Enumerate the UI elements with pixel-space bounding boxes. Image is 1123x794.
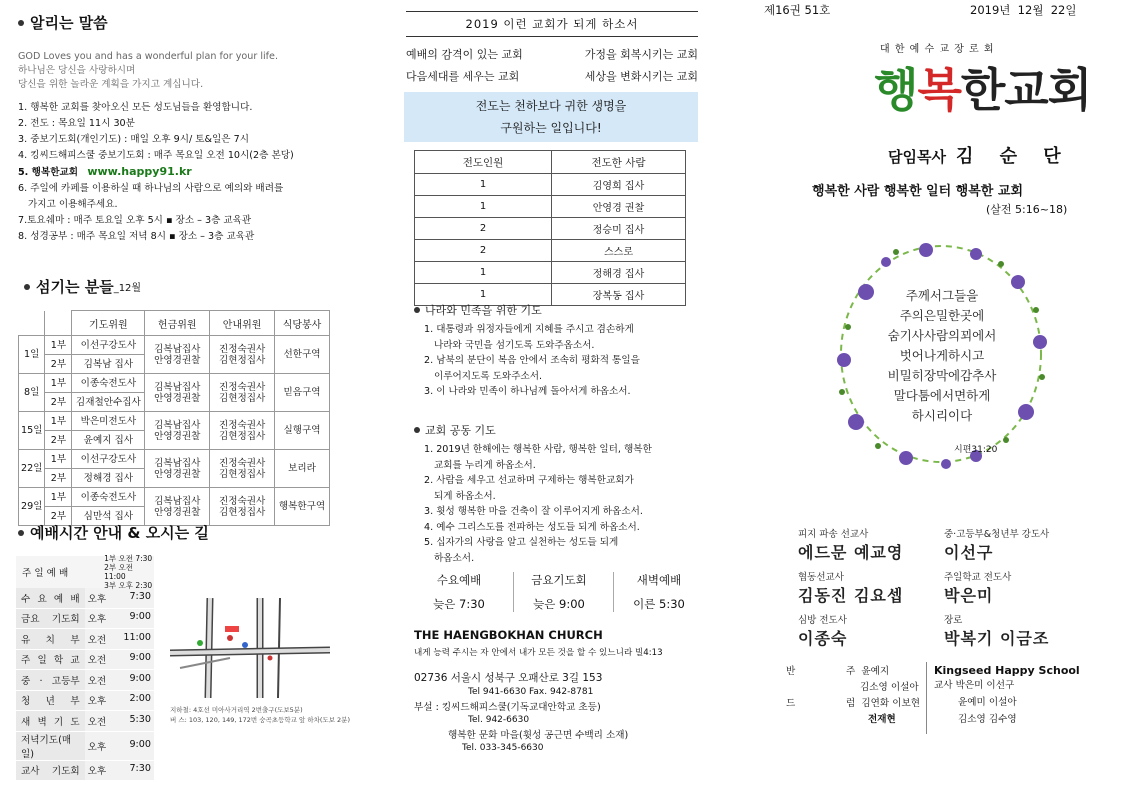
divider	[926, 662, 927, 734]
list-item: 나라와 국민을 섬기도록 도와주옵소서.	[434, 339, 595, 351]
bullet-icon	[414, 307, 420, 313]
announcements-heading: 알리는 말씀	[18, 12, 108, 33]
vision-list: 예배의 감격이 있는 교회 가정을 회복시키는 교회 다음세대를 세우는 교회 세상을 변화시키는 교회	[406, 48, 698, 83]
table-row: 유 치 부 오전 11:00	[16, 629, 154, 650]
list-item: 3. 이 나라와 민족이 하나님께 돌아서게 하옵소서.	[424, 386, 631, 397]
intro-text: GOD Loves you and has a wonderful plan for your life. 하나님은 당신을 사랑하시며 당신을 위한 놀라운 계획을 가지고 계십니다.	[18, 51, 279, 90]
church-logo: 행복한교회	[874, 63, 1092, 117]
table-row: 1일 1부 이선구강도사 김복남집사 안영경권찰 진정숙권사 김현정집사 선한구역	[19, 336, 330, 355]
staff-member: 장로 박복기 이금조	[944, 615, 1050, 648]
weekly-service: 수요예배 늦은 7:30	[433, 573, 485, 611]
table-row: 주 일 학 교 오전 9:00	[16, 649, 154, 670]
table-row: 1 김영희 집사	[415, 174, 686, 196]
table-row: 2 스스로	[415, 240, 686, 262]
denomination: 대 한 예 수 교 장 로 회	[880, 44, 995, 55]
list-item: 5. 십자가의 사랑을 알고 실천하는 성도들 되게	[424, 537, 619, 548]
band-members: 반 드 주 윤예지 김소영 이설아 럼 김연화 이보현 전재현	[786, 666, 921, 725]
notice-list: 1. 행복한 교회를 찾아오신 모든 성도님들을 환영합니다. 2. 전도 : 목요일 11시 30분 3. 중보기도회(개인기도) : 매일 오후 9시/ 토&일은 7시 4. 킹씨드해피스쿨 중보기도회 : 매주 목요일 오전 10시(2층 본당) 5. 행복한교회 www.happy91.kr 6. 주일에 카페를 이용하실 때 하나님의 사람으로 예의와 배려를 가지고 이용해주세요. 7.토요쉐마 : 매주 토요일 오후 5시 ▪ 장소 – 3층 교육관 8. 성경공부 : 매주 목요일 저녁 8시 ▪ 장소 – 3층 교육관	[18, 102, 294, 242]
volume-number: 제16권 51호	[764, 3, 831, 17]
left-column	[0, 0, 370, 794]
list-item: 하옵소서.	[434, 552, 475, 564]
sunday-service: 주 일 예 배 1부 오전 7:30 2부 오전 11:00 3부 오후 2:30	[16, 556, 154, 588]
servants-heading: 섬기는 분들 _12월	[24, 276, 141, 297]
table-row: 청 년 부 오후 2:00	[16, 690, 154, 711]
list-item: 2. 사람을 세우고 선교하며 구제하는 행복한교회가	[424, 475, 634, 486]
kingseed-school: Kingseed Happy School 교사 박은미 이선구 윤예미 이설아 김소영 김수영	[934, 664, 1080, 725]
table-row: 1 장복동 집사	[415, 284, 686, 306]
table-row: 저녁기도(매일) 오후 9:00	[16, 731, 154, 760]
right-column	[750, 0, 1123, 794]
list-item: 3. 휫성 행복한 마을 건축이 잘 이루어지게 하옵소서.	[424, 506, 643, 517]
staff-member: 주일학교 전도사 박은미	[944, 572, 1012, 605]
staff-member: 협동선교사 김동진 김요셉	[798, 572, 904, 605]
calligraphy-wreath: 주께서그들을 주의은밀한곳에 숨기사사람의꾀에서 벗어나게하시고 비밀히장막에감추사 말다툼에서면하게 하시리이다 시편31:20	[826, 232, 1056, 472]
table-row: 8일 1부 이종숙전도사 김복남집사 안영경권찰 진정숙권사 김현정집사 믿음구역	[19, 374, 330, 393]
motto-reference: (살전 5:16~18)	[986, 203, 1068, 216]
notice-website: 5. 행복한교회 www.happy91.kr	[18, 165, 192, 178]
church-prayer: 교회 공동 기도 1. 2019년 한해에는 행복한 사람, 행복한 일터, 행복한 교회를 누리게 하옵소서. 2. 사람을 세우고 선교하며 구제하는 행복한교회가 되게 하옵소서. 3. 휫성 행복한 마을 건축이 잘 이루어지게 하옵소서. 4. 예수 그리스도를 전파하는 성도들 되게 하옵소서. 5. 십자가의 사랑을 알고 실천하는 성도들 되게 하옵소서.	[414, 422, 714, 566]
pastor: 담임목사 김 순 단	[888, 146, 1071, 167]
table-row: 2부 윤예지 집사	[19, 431, 330, 450]
weekly-service: 금요기도회 늦은 9:00	[513, 572, 604, 612]
table-row: 2부 정해경 집사	[19, 469, 330, 488]
staff-list	[798, 526, 1098, 649]
staff-member: 심방 전도사 이종숙	[798, 615, 848, 648]
worship-heading: 예배시간 안내 & 오시는 길	[18, 522, 209, 543]
church-info: THE HAENGBOKHAN CHURCH 내게 능력 주시는 자 안에서 내가 모든 것을 할 수 있느니라 빌4:13 02736 서울시 성북구 오패산로 3길 153 Tel 941-6630 Fax. 942-8781 부설 : 킹씨드해피스쿨(기독교대안학교 초등) Tel. 942-6630 행복한 문화 마을(휫성 공근면 수백리 소재) Tel. 033-345-6630	[414, 628, 663, 753]
servants-table	[18, 310, 330, 526]
list-item: 이루어지도록 도와주소서.	[434, 370, 543, 382]
staff-member: 피지 파송 선교사 에드문 예교영	[798, 529, 904, 562]
list-item: 1. 대통령과 위정자들에게 지혜를 주시고 겸손하게	[424, 324, 634, 335]
bullet-icon	[18, 20, 24, 26]
bullet-icon	[18, 530, 24, 536]
calligraphy-text: 주께서그들을 주의은밀한곳에 숨기사사람의꾀에서 벗어나게하시고 비밀히장막에감추사 말다툼에서면하게 하시리이다	[887, 288, 997, 423]
worship-times	[16, 556, 154, 781]
table-row: 1 안영경 권찰	[415, 196, 686, 218]
website-link[interactable]: www.happy91.kr	[87, 165, 192, 178]
list-item: 교회를 누리게 하옵소서.	[434, 459, 536, 471]
table-row: 2부 심만석 집사	[19, 507, 330, 526]
weekly-service: 새벽예배 이른 5:30	[613, 572, 704, 612]
table-row: 2 정승미 집사	[415, 218, 686, 240]
list-item: 2. 남북의 분단이 복음 안에서 조속히 평화적 통일을	[424, 355, 640, 366]
service-table	[16, 588, 154, 781]
bullet-icon	[24, 284, 30, 290]
church-motto: 행복한 사람 행복한 일터 행복한 교회	[812, 184, 1023, 199]
table-row: 새 벽 기 도 오전 5:30	[16, 711, 154, 732]
nation-prayer: 나라와 민족을 위한 기도 1. 대통령과 위정자들에게 지혜를 주시고 겸손하게 나라와 국민을 섬기도록 도와주옵소서. 2. 남북의 분단이 복음 안에서 조속히 평화적 통일을 이루어지도록 도와주소서. 3. 이 나라와 민족이 하나님께 돌아서게 하옵소서.	[414, 302, 714, 400]
list-item: 되게 하옵소서.	[434, 490, 496, 502]
weekly-services	[414, 572, 704, 612]
evangelism-table: 전도인원 전도한 사람 1 김영희 집사 1 안영경 권찰 2 정승미 집사 2 스스로 1 정해경 집사 1 장복동 집사	[414, 150, 686, 306]
staff-member: 중·고등부&청년부 강도사 이선구	[944, 529, 1050, 562]
bullet-icon	[414, 427, 420, 433]
map-icon	[170, 598, 330, 698]
table-row: 2부 김재철안수집사	[19, 393, 330, 412]
vision-title: 2019 이런 교회가 되게 하소서	[406, 11, 698, 37]
evangelism-banner: 전도는 천하보다 귀한 생명을 구원하는 일입니다!	[404, 92, 698, 142]
list-item: 1. 2019년 한해에는 행복한 사람, 행복한 일터, 행복한	[424, 444, 652, 455]
table-row: 금요 기도회 오후 9:00	[16, 608, 154, 629]
table-row: 2부 김복남 집사	[19, 355, 330, 374]
table-row: 22일 1부 이선구강도사 김복남집사 안영경권찰 진정숙권사 김현정집사 보리라	[19, 450, 330, 469]
table-row: 15일 1부 박은미전도사 김복남집사 안영경권찰 진정숙권사 김현정집사 실행구역	[19, 412, 330, 431]
table-row: 교사 기도회 오후 7:30	[16, 760, 154, 781]
list-item: 4. 예수 그리스도를 전파하는 성도들 되게 하옵소서.	[424, 521, 640, 533]
table-row: 수 요 예 배 오후 7:30	[16, 588, 154, 608]
issue-date: 2019년 12월 22일	[970, 3, 1077, 17]
table-row: 중 · 고등부 오전 9:00	[16, 670, 154, 691]
table-row: 1 정해경 집사	[415, 262, 686, 284]
middle-column	[400, 0, 710, 794]
servants-header-row: 기도위원 헌금위원 안내위원 식당봉사	[19, 311, 330, 336]
table-row: 29일 1부 이종숙전도사 김복남집사 안영경권찰 진정숙권사 김현정집사 행복한구역	[19, 488, 330, 507]
map-image: 지하철: 4호선 미아사거리역 2번출구(도보5분) 버 스: 103, 120, 149, 172번 숭곡초등학교 앞 하차(도보 2분)	[170, 598, 330, 716]
